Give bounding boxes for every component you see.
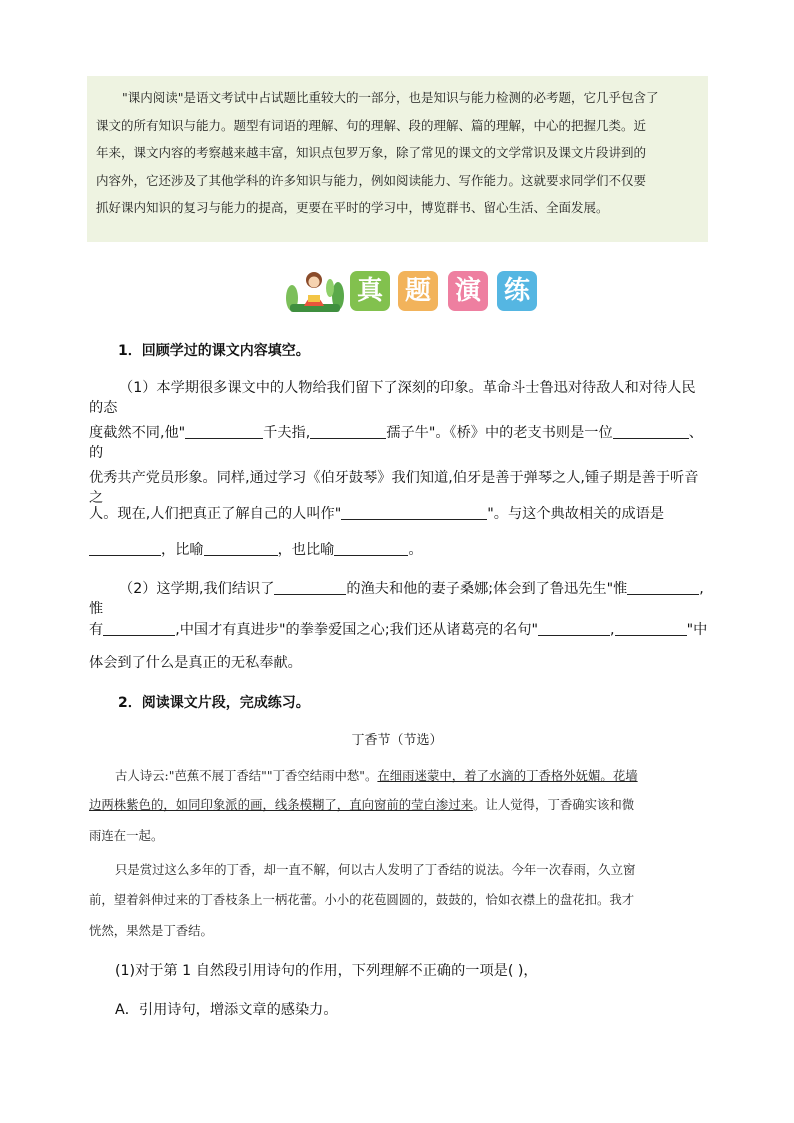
question-2-heading: 2．阅读课文片段，完成练习。 [118,695,310,711]
blank[interactable] [613,424,689,439]
banner-char-2: 题 [398,271,438,311]
question-1-heading: 1．回顾学过的课文内容填空。 [118,343,310,359]
passage-title: 丁香节（节选） [351,733,443,748]
q1-p2-line-3: 体会到了什么是真正的无私奉献。 [89,655,302,671]
banner-char-4: 练 [497,271,537,311]
intro-line-1: "课内阅读"是语文考试中占试题比重较大的一部分，也是知识与能力检测的必考题，它几乎包含了 [122,90,659,105]
blank[interactable] [615,621,687,636]
blank[interactable] [185,424,263,439]
intro-box [87,76,708,242]
intro-line-4: 内容外，它还涉及了其他学科的许多知识与能力，例如阅读能力、写作能力。这就要求同学们不仅要 [96,172,647,188]
banner-char-1: 真 [350,271,390,311]
passage-para-1-line-1: 古人诗云:"芭蕉不展丁香结""丁香空结雨中愁"。在细雨迷蒙中，着了水滴的丁香格外妩媚。花墙 [115,768,638,783]
blank[interactable] [89,541,161,556]
q1-p1-line-5: ，比喻 ，也比喻 。 [89,540,709,560]
q1-p1-line-2: 度截然不同,他" 千夫指, 孺子牛"。《桥》中的老支书则是一位 、的 [89,425,703,461]
blank[interactable] [204,541,278,556]
blank[interactable] [341,505,487,520]
passage-para-2-line-2: 前，望着斜伸过来的丁香枝条上一柄花蕾。小小的花苞圆圆的，鼓鼓的，恰如衣襟上的盘花扣。我才 [89,892,635,907]
q1-p1-line-4: 人。现在,人们把真正了解自己的人叫作" "。与这个典故相关的成语是 [89,506,665,522]
banner-char-3: 演 [448,271,488,311]
q1-p2-line-2: 有 ,中国才有真进步"的拳拳爱国之心;我们还从诸葛亮的名句" , "中 [89,622,708,638]
reading-girl-illustration [284,268,346,314]
intro-line-5: 抓好课内知识的复习与能力的提高，更要在平时的学习中，博览群书、留心生活、全面发展。 [96,200,609,215]
blank[interactable] [274,580,346,595]
q1-p2-line-1: （2）这学期,我们结识了 的渔夫和他的妻子桑娜;体会到了鲁迅先生"惟 ,惟 [89,581,704,617]
exercise-banner [284,268,542,314]
intro-line-3: 年来，课文内容的考察越来越丰富，知识点包罗万象，除了常见的课文的文学常识及课文片段讲到的 [96,145,647,160]
sub-question-1: (1)对于第 1 自然段引用诗句的作用，下列理解不正确的一项是( )， [115,963,538,979]
blank[interactable] [627,580,699,595]
q1-p1-line-3: 优秀共产党员形象。同样,通过学习《伯牙鼓琴》我们知道,伯牙是善于弹琴之人,锺子期是善于听音之 [89,470,699,506]
passage-para-1-line-3: 雨连在一起。 [89,828,164,843]
intro-line-2: 课文的所有知识与能力。题型有词语的理解、句的理解、段的理解、篇的理解，中心的把握几类。近 [96,117,647,133]
blank[interactable] [310,424,386,439]
blank[interactable] [103,621,175,636]
q1-p1-line-1: （1）本学期很多课文中的人物给我们留下了深刻的印象。革命斗士鲁迅对待敌人和对待人民的态 [89,380,696,416]
passage-para-2-line-1: 只是赏过这么多年的丁香，却一直不解，何以古人发明了丁香结的说法。今年一次春雨，久立窗 [115,862,636,877]
option-a[interactable]: A．引用诗句，增添文章的感染力。 [115,1002,338,1018]
blank[interactable] [334,541,408,556]
passage-para-2-line-3: 恍然，果然是丁香结。 [89,923,213,938]
passage-para-1-line-2: 边两株紫色的，如同印象派的画，线条模糊了，直向窗前的莹白渗过来。让人觉得，丁香确实该和微 [89,797,635,812]
blank[interactable] [538,621,610,636]
